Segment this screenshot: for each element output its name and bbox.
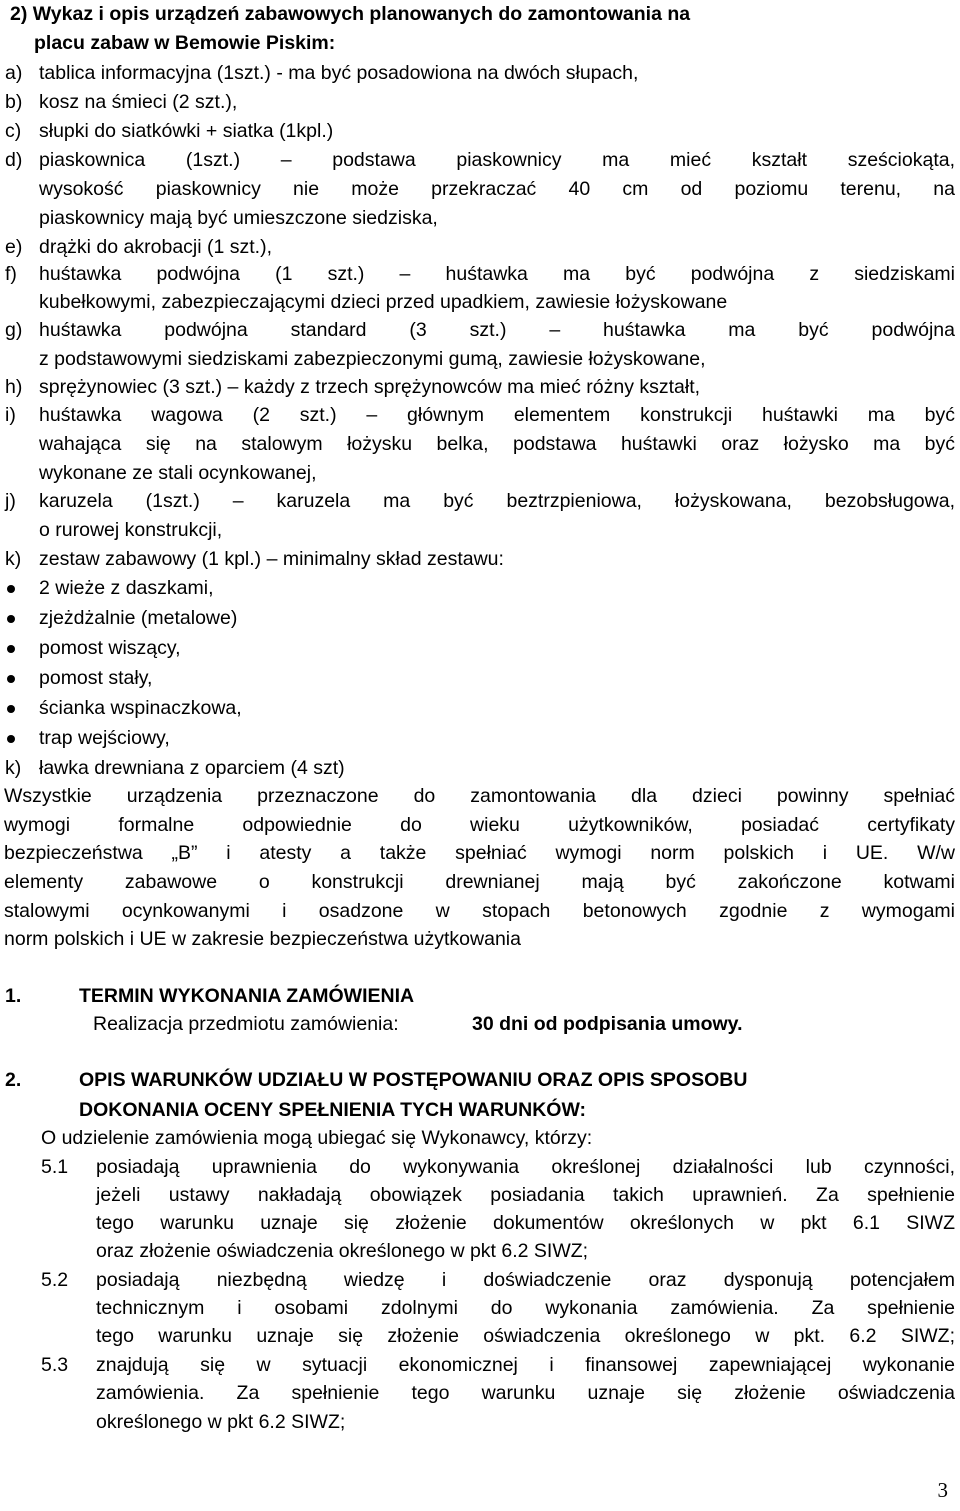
list-marker: d) xyxy=(5,149,23,171)
list-marker: a) xyxy=(5,62,23,84)
condition-item: 5.1 posiadają uprawnienia do wykonywania określonej działalności lub czynności, xyxy=(0,1153,960,1182)
list-marker: k) xyxy=(5,757,22,779)
list-item-k xyxy=(0,545,960,574)
condition-number: 5.3 xyxy=(41,1354,69,1376)
list-item-text: zestaw zabawowy (1 kpl.) – minimalny skład zestawu: xyxy=(39,548,504,570)
list-item-f xyxy=(0,260,960,289)
heading-title: OPIS WARUNKÓW UDZIAŁU W POSTĘPOWANIU ORAZ OPIS SPOSOBU xyxy=(79,1069,748,1091)
list-item-k2 xyxy=(0,754,960,783)
list-item-text: słupki do siatkówki + siatka (1kpl.) xyxy=(39,120,334,142)
conditions-heading xyxy=(0,1066,960,1095)
bullet-item: trap wejściowy, xyxy=(0,724,960,753)
list-item-text: z podstawowymi siedziskami zabezpieczonymi gumą, zawiesie łożyskowane, xyxy=(39,348,706,370)
list-item-text: huśtawka wagowa (2 szt.) – głównym elementem konstrukcji huśtawki ma być xyxy=(39,404,955,426)
list-item-text: piaskownica (1szt.) – podstawa piaskownicy ma mieć kształt sześciokąta, xyxy=(39,149,955,171)
list-marker: g) xyxy=(5,319,23,341)
list-item-text: wahająca się na stalowym łożysku belka, podstawa huśtawki oraz łożysko ma być xyxy=(39,433,955,455)
list-marker: k) xyxy=(5,548,22,570)
heading-title: DOKONANIA OCENY SPEŁNIENIA TYCH WARUNKÓW: xyxy=(79,1099,587,1121)
list-item-text: ławka drewniana z oparciem (4 szt) xyxy=(39,757,345,779)
bullet-icon xyxy=(7,585,15,593)
condition-number: 5.1 xyxy=(41,1156,69,1178)
list-item-text: karuzela (1szt.) – karuzela ma być beztrzpieniowa, łożyskowana, bezobsługowa, xyxy=(39,490,955,512)
bullet-icon xyxy=(7,675,15,683)
condition-item: 5.3 znajdują się w sytuacji ekonomicznej i finansowej zapewniającej wykonanie xyxy=(0,1351,960,1380)
bullet-item: zjeżdżalnie (metalowe) xyxy=(0,604,960,633)
list-item-text: huśtawka podwójna standard (3 szt.) – huśtawka ma być podwójna xyxy=(39,319,955,341)
bullet-item: 2 wieże z daszkami, xyxy=(0,574,960,603)
term-text: Realizacja przedmiotu zamówienia: 30 dni od podpisania umowy. xyxy=(93,1013,743,1035)
condition-item: 5.2 posiadają niezbędną wiedzę i doświadczenie oraz dysponują potencjałem xyxy=(0,1266,960,1295)
list-item-text: piaskownicy mają być umieszczone siedziska, xyxy=(39,207,438,229)
list-item-h xyxy=(0,373,960,402)
heading-number: 2. xyxy=(5,1069,22,1091)
list-item-text: wysokość piaskownicy nie może przekraczać 40 cm od poziomu terenu, na xyxy=(39,178,955,200)
list-item-d xyxy=(0,146,960,175)
bullet-icon xyxy=(7,705,15,713)
bullet-icon xyxy=(7,735,15,743)
list-marker: f) xyxy=(5,263,17,285)
list-item-text: tablica informacyjna (1szt.) - ma być posadowiona na dwóch słupach, xyxy=(39,62,639,84)
list-item-text: o rurowej konstrukcji, xyxy=(39,519,223,541)
list-item-text: sprężynowiec (3 szt.) – każdy z trzech sprężynowców ma mieć różny kształt, xyxy=(39,376,701,398)
list-marker: h) xyxy=(5,376,23,398)
document-page: 2) Wykaz i opis urządzeń zabawowych planowanych do zamontowania na placu zabaw w Bemowie Piskim: a) tablica informacyjna (1szt.) - ma być posadowiona na dwóch słupach, b) kosz na śmieci (2 szt.), c) słupki do siatkówki + siatka (1kpl.) d) piaskownica (1szt.) – podstawa piaskownicy ma mieć kształt sześciokąta, wysokość piaskownicy nie może przekraczać 40 cm od poziomu terenu, na piaskownicy mają być umieszczone siedziska, e) drążki do akrobacji (1 szt.), f) huśtawka podwójna (1 szt.) – huśtawka ma być podwójna z siedziskami kubełkowymi, zabezpieczającymi dzieci przed upadkiem, zawiesie łożyskowane g) huśtawka podwójna standard (3 szt.) – huśtawka ma być podwójna z podstawowymi siedziskami zabezpieczonymi gumą, zawiesie łożyskowane, h) sprężynowiec (3 szt.) – każdy z trzech sprężynowców ma mieć różny kształt, i) huśtawka wagowa (2 szt.) – głównym elementem konstrukcji huśtawki ma być wahająca się na stalowym łożysku belka, podstawa huśtawki oraz łożysko ma być wykonane ze stali ocynkowanej, j) karuzela (1szt.) – karuzela ma być beztrzpieniowa, łożyskowana, bezobsługowa, o rurowej konstrukcji, k) zestaw zabawowy (1 kpl.) – minimalny skład zestawu: 2 wieże z daszkami, zjeżdżalnie (metalowe) pomost wiszący, pomost stały, ścianka wspinaczkowa, trap wejściowy, k) ławka drewniana z oparciem (4 szt) Wszystkie urządzenia przeznaczone do zamontowania dla dzieci powinny spełniać wymogi formalne odpowiednie do wieku użytkowników, posiadać certyfikaty bezpieczeństwa „B” i atesty a także spełniać wymogi norm polskich i UE. W/w elementy zabawowe o konstrukcji drewnianej mają być zakończone kotwami stalowymi ocynkowanymi i osadzone w stopach betonowych zgodnie z wymogami norm polskich i UE w zakresie bezpieczeństwa użytkowania 1. TERMIN WYKONANIA ZAMÓWIENIA Realizacja przedmiotu zamówienia: 30 dni od podpisania umowy. 2. OPIS WARUNKÓW UDZIAŁU W POSTĘPOWANIU ORAZ OPIS SPOSOBU DOKONANIA OCENY SPEŁNIENIA TYCH WARUNKÓW: O udzielenie zamówienia mogą ubiegać się Wykonawcy, którzy: 5.1 posiadają uprawnienia do wykonywania określonej działalności lub czynności, jeżeli ustawy nakładają obowiązek posiadania takich uprawnień. Za spełnienie tego warunku uznaje się złożenie dokumentów określonych w pkt 6.1 SIWZ oraz złożenie oświadczenia określonego w pkt 6.2 SIWZ; 5.2 posiadają niezbędną wiedzę i doświadczenie oraz dysponują potencjałem technicznym i osobami zdolnymi do wykonania zamówienia. Za spełnienie tego warunku uznaje się złożenie oświadczenia określonego w pkt. 6.2 SIWZ; 5.3 znajdują się w sytuacji ekonomicznej i finansowej zapewniającej wykonanie zamówienia. Za spełnienie tego warunku uznaje się złożenie oświadczenia określonego w pkt 6.2 SIWZ; 3 xyxy=(0,0,960,1511)
list-item-text: kubełkowymi, zabezpieczającymi dzieci przed upadkiem, zawiesie łożyskowane xyxy=(39,291,728,313)
list-item-a xyxy=(0,59,960,88)
bullet-item: ścianka wspinaczkowa, xyxy=(0,694,960,723)
conditions-intro: O udzielenie zamówienia mogą ubiegać się Wykonawcy, którzy: xyxy=(41,1127,593,1149)
list-marker: b) xyxy=(5,91,23,113)
list-item-text: wykonane ze stali ocynkowanej, xyxy=(39,462,317,484)
bullet-item: pomost wiszący, xyxy=(0,634,960,663)
section-heading-line-2: placu zabaw w Bemowie Piskim: xyxy=(34,32,336,54)
section-heading-line-1: 2) Wykaz i opis urządzeń zabawowych planowanych do zamontowania na xyxy=(10,3,691,25)
term-heading xyxy=(0,982,960,1011)
list-item-b xyxy=(0,88,960,117)
list-item-text: drążki do akrobacji (1 szt.), xyxy=(39,236,273,258)
list-item-text: kosz na śmieci (2 szt.), xyxy=(39,91,238,113)
section-heading xyxy=(0,0,960,29)
list-marker: c) xyxy=(5,120,22,142)
page-number: 3 xyxy=(937,1478,948,1502)
list-item-c xyxy=(0,117,960,146)
list-item-j xyxy=(0,487,960,516)
body-paragraph: Wszystkie urządzenia przeznaczone do zamontowania dla dzieci powinny spełniać xyxy=(4,785,955,807)
list-marker: j) xyxy=(5,490,16,512)
bullet-icon xyxy=(7,615,15,623)
condition-number: 5.2 xyxy=(41,1269,69,1291)
list-marker: i) xyxy=(5,404,16,426)
list-item-g xyxy=(0,316,960,345)
bullet-icon xyxy=(7,645,15,653)
list-item-e xyxy=(0,233,960,262)
heading-title: TERMIN WYKONANIA ZAMÓWIENIA xyxy=(79,985,415,1007)
list-item-text: huśtawka podwójna (1 szt.) – huśtawka ma być podwójna z siedziskami xyxy=(39,263,955,285)
list-marker: e) xyxy=(5,236,23,258)
heading-number: 1. xyxy=(5,985,22,1007)
bullet-item: pomost stały, xyxy=(0,664,960,693)
list-item-i xyxy=(0,401,960,430)
